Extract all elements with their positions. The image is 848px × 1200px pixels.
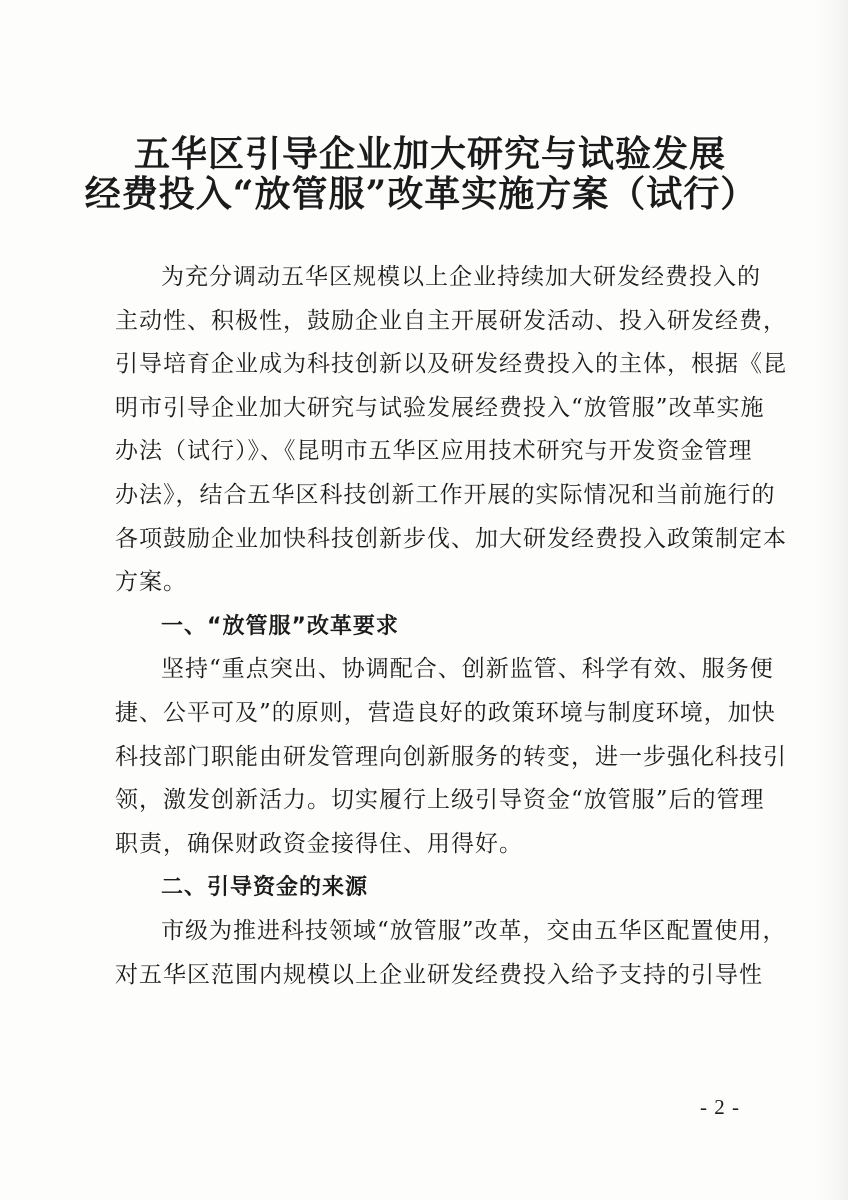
section-1-line: 领，激发创新活力。切实履行上级引导资金“放管服”后的管理 [115, 787, 765, 814]
page-number: - 2 - [700, 1095, 740, 1119]
intro-line: 明市引导企业加大研究与试验发展经费投入“放管服”改革实施 [115, 394, 765, 421]
document-body [115, 256, 787, 997]
intro-line: 为充分调动五华区规模以上企业持续加大研发经费投入的 [161, 264, 761, 290]
section-2-line: 对五华区范围内规模以上企业研发经费投入给予支持的引导性 [115, 961, 763, 988]
section-2-line: 市级为推进科技领域“放管服”改革，交由五华区配置使用， [161, 917, 787, 944]
section-1-line: 科技部门职能由研发管理向创新服务的转变，进一步强化科技引 [115, 743, 787, 770]
section-1-line: 坚持“重点突出、协调配合、创新监管、科学有效、服务便 [161, 656, 774, 683]
document-title-line-2: 经费投入“放管服”改革实施方案（试行） [84, 173, 758, 215]
section-1-line: 职责，确保财政资金接得住、用得好。 [115, 830, 523, 857]
section-1-line: 捷、公平可及”的原则，营造良好的政策环境与制度环境，加快 [115, 699, 776, 726]
section-1-heading: 一、“放管服”改革要求 [161, 613, 399, 639]
intro-line: 主动性、积极性，鼓励企业自主开展研发活动、投入研发经费， [115, 307, 787, 334]
intro-line: 各项鼓励企业加快科技创新步伐、加大研发经费投入政策制定本 [115, 525, 787, 552]
document-title-line-1: 五华区引导企业加大研究与试验发展 [133, 133, 726, 175]
intro-line: 方案。 [115, 569, 187, 596]
intro-line: 引导培育企业成为科技创新以及研发经费投入的主体，根据《昆 [115, 351, 787, 378]
intro-line: 办法》，结合五华区科技创新工作开展的实际情况和当前施行的 [115, 481, 776, 508]
section-2-heading: 二、引导资金的来源 [161, 875, 369, 901]
intro-line: 办法（试行）》、《昆明市五华区应用技术研究与开发资金管理 [115, 438, 753, 465]
